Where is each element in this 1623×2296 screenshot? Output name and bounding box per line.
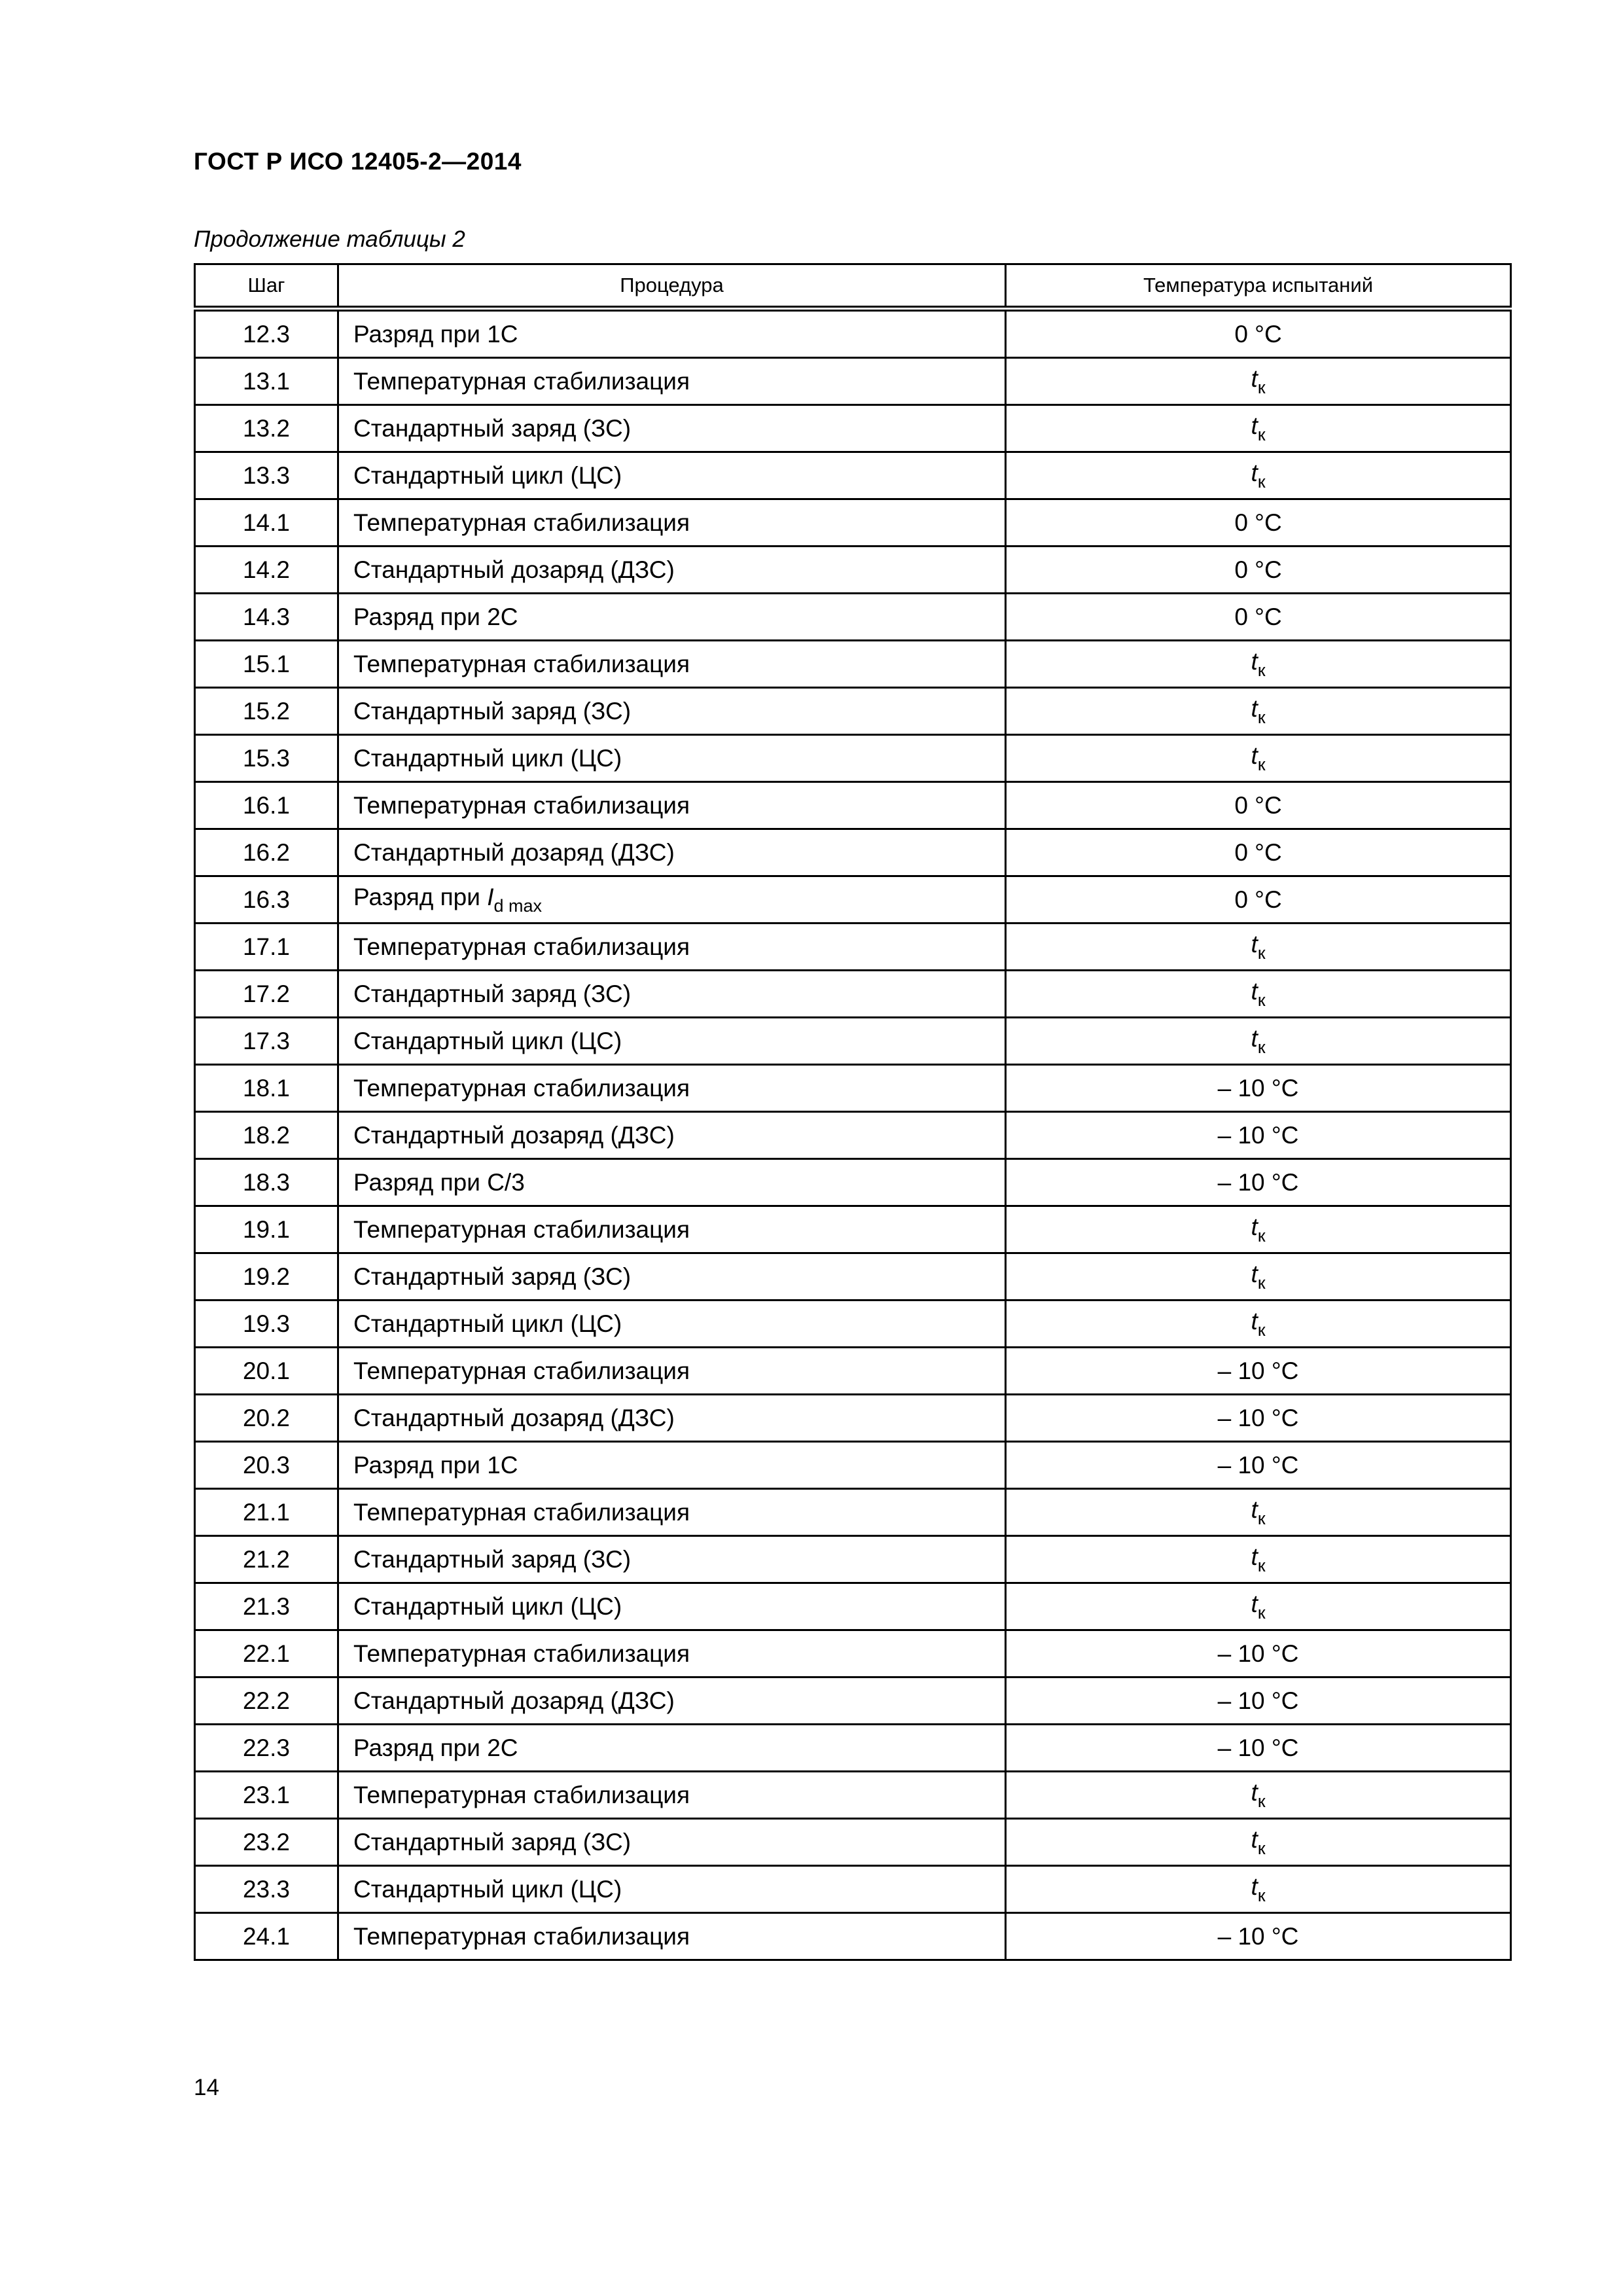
step-cell: 20.3 bbox=[195, 1442, 338, 1489]
table-row bbox=[195, 876, 1511, 924]
table-row bbox=[195, 735, 1511, 782]
procedure-cell: Температурная стабилизация bbox=[338, 358, 1006, 405]
table-row bbox=[195, 594, 1511, 641]
procedure-cell: Стандартный заряд (ЗС) bbox=[338, 971, 1006, 1018]
page-number: 14 bbox=[194, 2075, 219, 2100]
step-cell: 16.3 bbox=[195, 876, 338, 924]
temperature-cell: – 10 °С bbox=[1006, 1630, 1511, 1677]
procedure-cell: Стандартный цикл (ЦС) bbox=[338, 1866, 1006, 1913]
temperature-subscript: к bbox=[1257, 471, 1266, 492]
temperature-subscript: к bbox=[1257, 1037, 1266, 1057]
step-cell: 21.1 bbox=[195, 1489, 338, 1536]
table-row bbox=[195, 688, 1511, 735]
temperature-subscript: к bbox=[1257, 424, 1266, 444]
column-header-procedure: Процедура bbox=[338, 264, 1006, 309]
document-header: ГОСТ Р ИСО 12405-2—2014 bbox=[194, 148, 522, 175]
procedure-cell: Разряд при 1С bbox=[338, 309, 1006, 358]
step-cell: 23.1 bbox=[195, 1772, 338, 1819]
step-cell: 23.2 bbox=[195, 1819, 338, 1866]
temperature-symbol: t bbox=[1251, 1496, 1258, 1523]
temperature-symbol: t bbox=[1251, 977, 1258, 1005]
temperature-symbol: t bbox=[1251, 459, 1258, 486]
temperature-cell bbox=[1006, 1018, 1511, 1065]
procedure-cell: Стандартный дозаряд (ДЗС) bbox=[338, 1395, 1006, 1442]
temperature-symbol: t bbox=[1251, 1825, 1258, 1853]
temperature-cell: – 10 °С bbox=[1006, 1395, 1511, 1442]
table-row bbox=[195, 1442, 1511, 1489]
temperature-subscript: к bbox=[1257, 1225, 1266, 1246]
temperature-subscript: к bbox=[1257, 1885, 1266, 1905]
temperature-symbol: t bbox=[1251, 1213, 1258, 1240]
step-cell: 15.2 bbox=[195, 688, 338, 735]
temperature-symbol: t bbox=[1251, 1024, 1258, 1052]
table-row bbox=[195, 1772, 1511, 1819]
temperature-symbol: t bbox=[1251, 1590, 1258, 1617]
step-cell: 16.1 bbox=[195, 782, 338, 829]
table-row bbox=[195, 1018, 1511, 1065]
table-row bbox=[195, 1677, 1511, 1725]
procedure-cell: Температурная стабилизация bbox=[338, 1206, 1006, 1253]
table-row bbox=[195, 1536, 1511, 1583]
temperature-cell bbox=[1006, 405, 1511, 452]
temperature-cell: 0 °С bbox=[1006, 594, 1511, 641]
step-cell: 13.2 bbox=[195, 405, 338, 452]
procedure-cell: Стандартный цикл (ЦС) bbox=[338, 735, 1006, 782]
step-cell: 17.1 bbox=[195, 924, 338, 971]
table-row bbox=[195, 1583, 1511, 1630]
temperature-cell bbox=[1006, 735, 1511, 782]
current-subscript: d max bbox=[493, 895, 543, 916]
temperature-cell bbox=[1006, 1253, 1511, 1300]
step-cell: 21.3 bbox=[195, 1583, 338, 1630]
temperature-subscript: к bbox=[1257, 707, 1266, 727]
table-row bbox=[195, 1913, 1511, 1960]
temperature-subscript: к bbox=[1257, 1838, 1266, 1858]
temperature-subscript: к bbox=[1257, 754, 1266, 774]
procedure-cell: Стандартный заряд (ЗС) bbox=[338, 1819, 1006, 1866]
temperature-cell: – 10 °С bbox=[1006, 1065, 1511, 1112]
table-row bbox=[195, 1206, 1511, 1253]
temperature-symbol: t bbox=[1251, 647, 1258, 675]
temperature-symbol: t bbox=[1251, 365, 1258, 392]
temperature-cell bbox=[1006, 688, 1511, 735]
procedure-cell: Температурная стабилизация bbox=[338, 1348, 1006, 1395]
procedure-cell: Температурная стабилизация bbox=[338, 499, 1006, 547]
temperature-cell: – 10 °С bbox=[1006, 1348, 1511, 1395]
temperature-symbol: t bbox=[1251, 1307, 1258, 1335]
temperature-subscript: к bbox=[1257, 377, 1266, 397]
procedure-cell: Разряд при 2С bbox=[338, 1725, 1006, 1772]
temperature-symbol: t bbox=[1251, 742, 1258, 769]
temperature-cell: – 10 °С bbox=[1006, 1159, 1511, 1206]
procedure-cell: Температурная стабилизация bbox=[338, 782, 1006, 829]
temperature-subscript: к bbox=[1257, 1555, 1266, 1575]
temperature-symbol: t bbox=[1251, 930, 1258, 958]
step-cell: 12.3 bbox=[195, 309, 338, 358]
step-cell: 13.1 bbox=[195, 358, 338, 405]
step-cell: 15.1 bbox=[195, 641, 338, 688]
temperature-subscript: к bbox=[1257, 1791, 1266, 1811]
table-row bbox=[195, 782, 1511, 829]
temperature-cell: – 10 °С bbox=[1006, 1112, 1511, 1159]
temperature-cell bbox=[1006, 1300, 1511, 1348]
table-row bbox=[195, 1819, 1511, 1866]
step-cell: 20.2 bbox=[195, 1395, 338, 1442]
procedure-cell: Стандартный цикл (ЦС) bbox=[338, 1583, 1006, 1630]
procedure-cell: Температурная стабилизация bbox=[338, 1772, 1006, 1819]
column-header-step: Шаг bbox=[195, 264, 338, 309]
temperature-cell bbox=[1006, 1866, 1511, 1913]
procedure-cell: Стандартный заряд (ЗС) bbox=[338, 405, 1006, 452]
table-row bbox=[195, 452, 1511, 499]
step-cell: 19.3 bbox=[195, 1300, 338, 1348]
temperature-cell bbox=[1006, 1536, 1511, 1583]
temperature-symbol: t bbox=[1251, 1873, 1258, 1900]
step-cell: 19.1 bbox=[195, 1206, 338, 1253]
procedure-cell: Температурная стабилизация bbox=[338, 1489, 1006, 1536]
temperature-cell bbox=[1006, 1489, 1511, 1536]
step-cell: 22.2 bbox=[195, 1677, 338, 1725]
step-cell: 18.1 bbox=[195, 1065, 338, 1112]
temperature-cell: 0 °С bbox=[1006, 547, 1511, 594]
procedure-cell: Стандартный заряд (ЗС) bbox=[338, 1253, 1006, 1300]
temperature-subscript: к bbox=[1257, 990, 1266, 1010]
procedure-cell: Стандартный цикл (ЦС) bbox=[338, 452, 1006, 499]
procedure-cell: Разряд при С/3 bbox=[338, 1159, 1006, 1206]
table-body bbox=[195, 309, 1511, 1960]
procedure-cell: Стандартный цикл (ЦС) bbox=[338, 1300, 1006, 1348]
table-header bbox=[195, 264, 1511, 309]
temperature-cell bbox=[1006, 452, 1511, 499]
step-cell: 20.1 bbox=[195, 1348, 338, 1395]
temperature-cell: – 10 °С bbox=[1006, 1442, 1511, 1489]
temperature-cell bbox=[1006, 1583, 1511, 1630]
table-row bbox=[195, 1253, 1511, 1300]
temperature-subscript: к bbox=[1257, 660, 1266, 680]
table-row bbox=[195, 1065, 1511, 1112]
table-row bbox=[195, 1489, 1511, 1536]
temperature-symbol: t bbox=[1251, 1543, 1258, 1570]
table-row bbox=[195, 1159, 1511, 1206]
procedure-cell bbox=[338, 876, 1006, 924]
table-row bbox=[195, 1300, 1511, 1348]
step-cell: 14.2 bbox=[195, 547, 338, 594]
temperature-cell: 0 °С bbox=[1006, 309, 1511, 358]
column-header-temperature: Температура испытаний bbox=[1006, 264, 1511, 309]
step-cell: 14.3 bbox=[195, 594, 338, 641]
test-procedure-table bbox=[194, 263, 1512, 1961]
procedure-cell: Температурная стабилизация bbox=[338, 1630, 1006, 1677]
temperature-subscript: к bbox=[1257, 1319, 1266, 1340]
table-row bbox=[195, 405, 1511, 452]
table-row bbox=[195, 1725, 1511, 1772]
procedure-cell: Разряд при 2С bbox=[338, 594, 1006, 641]
temperature-cell bbox=[1006, 1772, 1511, 1819]
step-cell: 16.2 bbox=[195, 829, 338, 876]
step-cell: 24.1 bbox=[195, 1913, 338, 1960]
temperature-cell: 0 °С bbox=[1006, 829, 1511, 876]
temperature-cell bbox=[1006, 358, 1511, 405]
temperature-cell: – 10 °С bbox=[1006, 1725, 1511, 1772]
step-cell: 14.1 bbox=[195, 499, 338, 547]
procedure-cell: Стандартный дозаряд (ДЗС) bbox=[338, 547, 1006, 594]
temperature-subscript: к bbox=[1257, 1508, 1266, 1528]
table-row bbox=[195, 499, 1511, 547]
table-row bbox=[195, 641, 1511, 688]
table-header-row bbox=[195, 264, 1511, 309]
temperature-subscript: к bbox=[1257, 942, 1266, 963]
step-cell: 22.3 bbox=[195, 1725, 338, 1772]
step-cell: 23.3 bbox=[195, 1866, 338, 1913]
step-cell: 21.2 bbox=[195, 1536, 338, 1583]
temperature-subscript: к bbox=[1257, 1272, 1266, 1293]
temperature-cell: 0 °С bbox=[1006, 782, 1511, 829]
temperature-symbol: t bbox=[1251, 694, 1258, 722]
procedure-cell: Стандартный заряд (ЗС) bbox=[338, 688, 1006, 735]
procedure-text: Разряд при bbox=[353, 883, 488, 910]
procedure-cell: Стандартный дозаряд (ДЗС) bbox=[338, 1112, 1006, 1159]
temperature-symbol: t bbox=[1251, 1778, 1258, 1806]
step-cell: 13.3 bbox=[195, 452, 338, 499]
procedure-cell: Стандартный дозаряд (ДЗС) bbox=[338, 1677, 1006, 1725]
table-row bbox=[195, 1866, 1511, 1913]
temperature-cell: 0 °С bbox=[1006, 499, 1511, 547]
procedure-cell: Стандартный дозаряд (ДЗС) bbox=[338, 829, 1006, 876]
table-row bbox=[195, 309, 1511, 358]
table-row bbox=[195, 1395, 1511, 1442]
procedure-cell: Температурная стабилизация bbox=[338, 1065, 1006, 1112]
table-row bbox=[195, 1348, 1511, 1395]
temperature-cell bbox=[1006, 1206, 1511, 1253]
step-cell: 18.3 bbox=[195, 1159, 338, 1206]
step-cell: 17.3 bbox=[195, 1018, 338, 1065]
table-caption: Продолжение таблицы 2 bbox=[194, 226, 465, 252]
table-row bbox=[195, 1630, 1511, 1677]
table-row bbox=[195, 829, 1511, 876]
step-cell: 18.2 bbox=[195, 1112, 338, 1159]
table-row bbox=[195, 971, 1511, 1018]
temperature-symbol: t bbox=[1251, 412, 1258, 439]
temperature-cell bbox=[1006, 641, 1511, 688]
step-cell: 22.1 bbox=[195, 1630, 338, 1677]
temperature-cell bbox=[1006, 971, 1511, 1018]
temperature-cell: – 10 °С bbox=[1006, 1677, 1511, 1725]
temperature-subscript: к bbox=[1257, 1602, 1266, 1623]
temperature-cell bbox=[1006, 924, 1511, 971]
table-row bbox=[195, 1112, 1511, 1159]
step-cell: 17.2 bbox=[195, 971, 338, 1018]
procedure-cell: Разряд при 1С bbox=[338, 1442, 1006, 1489]
temperature-cell bbox=[1006, 1819, 1511, 1866]
table-row bbox=[195, 547, 1511, 594]
procedure-cell: Температурная стабилизация bbox=[338, 641, 1006, 688]
procedure-cell: Стандартный заряд (ЗС) bbox=[338, 1536, 1006, 1583]
current-symbol: I bbox=[487, 883, 494, 910]
temperature-cell: 0 °С bbox=[1006, 876, 1511, 924]
temperature-symbol: t bbox=[1251, 1260, 1258, 1287]
step-cell: 15.3 bbox=[195, 735, 338, 782]
procedure-cell: Температурная стабилизация bbox=[338, 1913, 1006, 1960]
procedure-cell: Температурная стабилизация bbox=[338, 924, 1006, 971]
table-row bbox=[195, 358, 1511, 405]
step-cell: 19.2 bbox=[195, 1253, 338, 1300]
procedure-cell: Стандартный цикл (ЦС) bbox=[338, 1018, 1006, 1065]
table-row bbox=[195, 924, 1511, 971]
temperature-cell: – 10 °С bbox=[1006, 1913, 1511, 1960]
